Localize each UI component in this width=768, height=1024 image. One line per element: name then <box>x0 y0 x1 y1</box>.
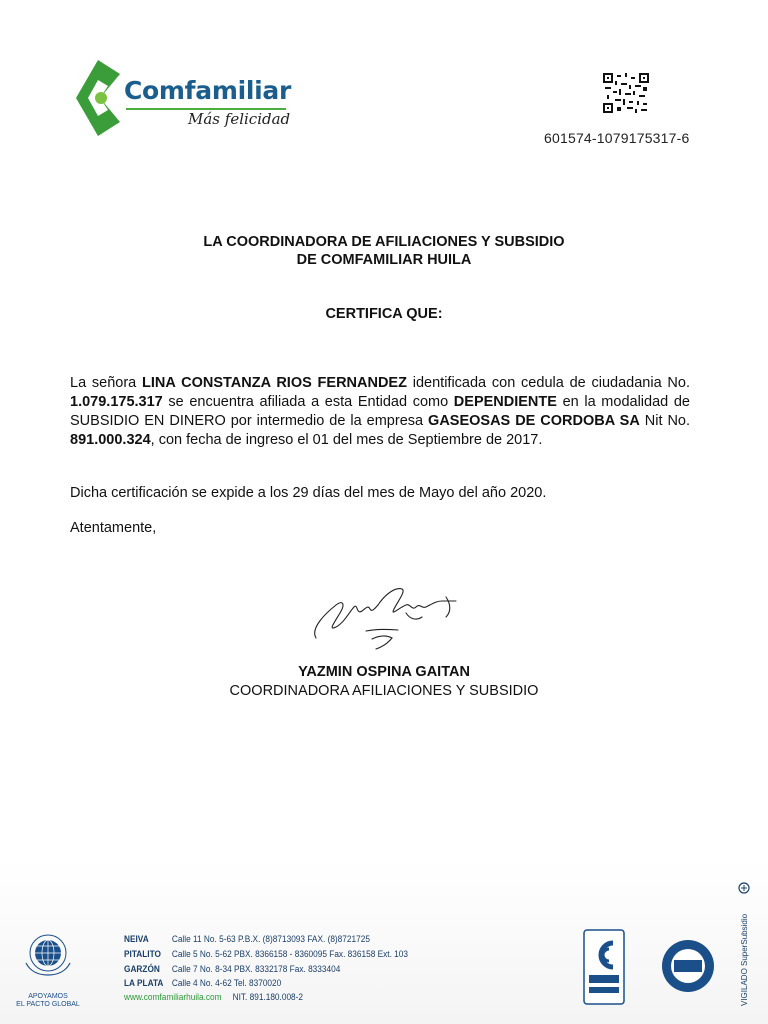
address-text: Calle 7 No. 8-34 PBX. 8332178 Fax. 8333404 <box>171 964 341 974</box>
signatory-role: COORDINADORA AFILIACIONES Y SUBSIDIO <box>229 683 539 699</box>
text-segment: , con fecha de ingreso el 01 del mes de Septiembre de 2017. <box>150 432 543 448</box>
company-nit: 891.000.324 <box>70 432 151 448</box>
affiliation-type: DEPENDIENTE <box>453 394 557 410</box>
address-text: Calle 4 No. 4-62 Tel. 8370020 <box>171 978 282 988</box>
address-pitalito <box>124 949 408 959</box>
logo-tagline: Más felicidad <box>188 110 291 128</box>
global-compact-logo-icon <box>12 925 84 980</box>
certifica-heading: CERTIFICA QUE: <box>325 306 443 322</box>
vigilado-text: VIGILADO SuperSubsidio <box>740 913 749 1006</box>
handwritten-signature <box>306 583 466 653</box>
text-segment: Nit No. <box>639 413 691 429</box>
city-label: PITALITO <box>124 949 161 959</box>
city-label: GARZÓN <box>124 964 160 974</box>
comfamiliar-logo <box>70 58 300 138</box>
city-label: NEIVA <box>124 934 149 944</box>
global-compact-text-1: APOYAMOS <box>28 993 68 1000</box>
document-code: 601574-1079175317-6 <box>544 130 690 146</box>
id-number: 1.079.175.317 <box>70 394 163 410</box>
certification-paragraph <box>70 374 690 450</box>
title-line-1: LA COORDINADORA DE AFILIACIONES Y SUBSIDIO <box>203 234 565 250</box>
title-line-2: DE COMFAMILIAR HUILA <box>296 252 472 268</box>
footer-nit: NIT. 891.180.008-2 <box>232 992 304 1002</box>
signatory-name: YAZMIN OSPINA GAITAN <box>298 664 470 680</box>
text-segment: La señora <box>70 375 143 391</box>
text-segment: identificada con cedula de ciudadania No. <box>406 375 690 391</box>
footer-web-line <box>124 992 303 1002</box>
qr-code-icon <box>603 73 649 113</box>
text-segment: en la modalidad de SUBSIDIO EN DINERO por intermedio de la empresa <box>70 394 690 429</box>
supersubsidio-vigilado-icon <box>737 880 751 1010</box>
closing-text: Atentamente, <box>70 520 157 536</box>
address-text: Calle 5 No. 5-62 PBX. 8366158 - 8360095 Fax. 836158 Ext. 103 <box>171 949 408 959</box>
city-label: LA PLATA <box>124 978 164 988</box>
icontec-iso-9001-icon <box>583 929 655 1007</box>
address-garzon <box>124 964 340 974</box>
website-link[interactable]: www.comfamiliarhuila.com <box>124 992 222 1002</box>
address-neiva <box>124 934 370 944</box>
address-text: Calle 11 No. 5-63 P.B.X. (8)8713093 FAX. (8)8721725 <box>171 934 370 944</box>
text-segment: se encuentra afiliada a esta Entidad como <box>162 394 454 410</box>
issue-date-paragraph: Dicha certificación se expide a los 29 días del mes de Mayo del año 2020. <box>70 485 547 501</box>
company-name: GASEOSAS DE CORDOBA SA <box>428 413 640 429</box>
global-compact-text-2: EL PACTO GLOBAL <box>16 1001 80 1008</box>
comfamiliar-logo-mark <box>70 58 130 138</box>
address-la-plata <box>124 978 281 988</box>
iqnet-certified-icon <box>660 938 716 994</box>
affiliate-name: LINA CONSTANZA RIOS FERNANDEZ <box>142 375 407 391</box>
logo-name: Comfamiliar <box>124 76 291 105</box>
